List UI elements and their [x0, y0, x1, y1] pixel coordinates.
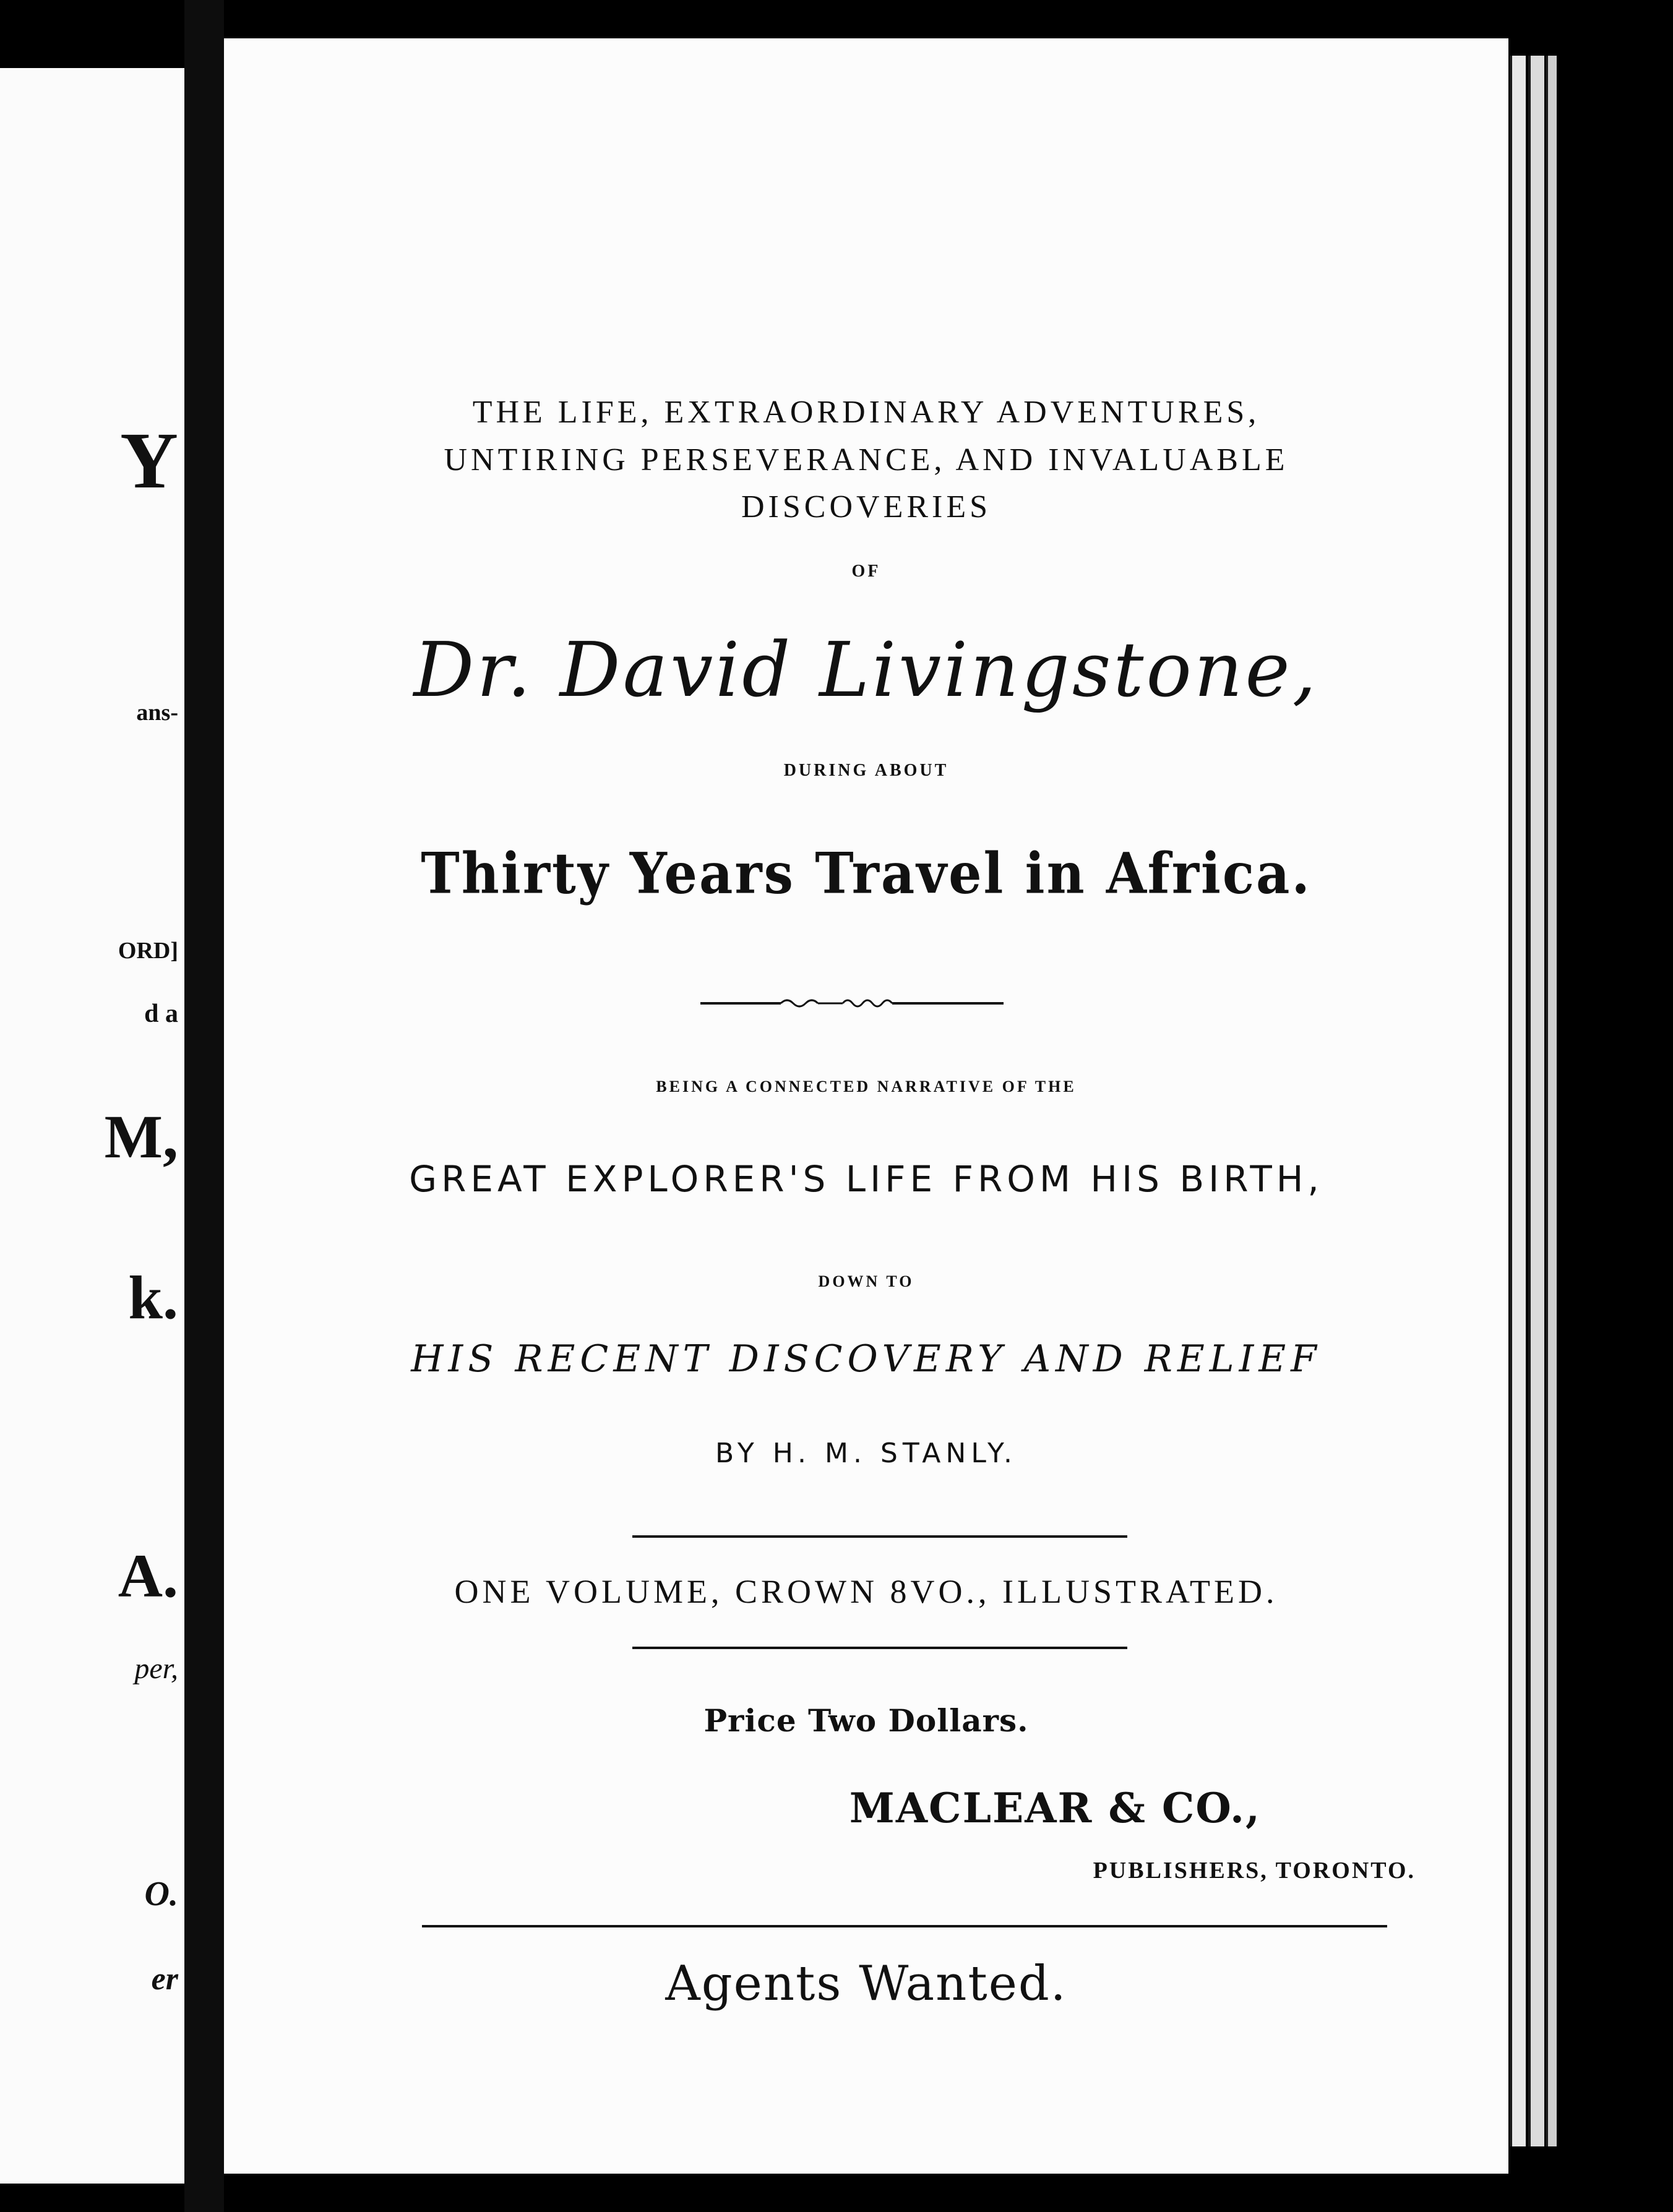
of-word: OF [851, 562, 881, 581]
divider-rule [632, 1535, 1127, 1538]
heading-line-2: UNTIRING PERSEVERANCE, AND INVALUABLE [444, 442, 1289, 478]
left-fragment: d a [144, 1000, 178, 1028]
title-page [224, 38, 1508, 2174]
travel-title: Thirty Years Travel in Africa. [421, 840, 1312, 906]
left-fragment: A. [118, 1541, 178, 1610]
subject-name: Dr. David Livingstone, [413, 626, 1319, 714]
left-fragment: ORD] [118, 938, 178, 964]
left-fragment: ans- [136, 700, 178, 726]
explorer-line: GREAT EXPLORER'S LIFE FROM HIS BIRTH, [409, 1158, 1323, 1200]
left-fragment: per, [134, 1652, 178, 1685]
left-fragment: M, [104, 1102, 178, 1171]
publisher-name: MACLEAR & CO., [849, 1784, 1261, 1832]
heading-line-3: DISCOVERIES [741, 489, 992, 525]
narrative-line: BEING A CONNECTED NARRATIVE OF THE [656, 1078, 1077, 1095]
left-fragment: k. [128, 1263, 178, 1332]
recent-discovery-line: HIS RECENT DISCOVERY AND RELIEF [411, 1337, 1322, 1381]
left-page-strip [0, 68, 184, 2184]
page-edge [1510, 56, 1526, 2146]
volume-line: ONE VOLUME, CROWN 8VO., ILLUSTRATED. [454, 1573, 1278, 1610]
left-fragment: er [151, 1961, 178, 1997]
page-edge [1546, 56, 1557, 2146]
during-about: DURING ABOUT [783, 761, 949, 780]
ornamental-rule [700, 994, 1004, 1013]
left-fragment: O. [144, 1875, 178, 1913]
agents-wanted: Agents Wanted. [665, 1956, 1067, 2012]
down-to: DOWN TO [818, 1272, 914, 1290]
stanly-line: BY H. M. STANLY. [715, 1438, 1017, 1469]
divider-rule [422, 1925, 1387, 1927]
book-gutter [184, 0, 224, 2212]
page-edge [1528, 56, 1544, 2146]
divider-rule [632, 1647, 1127, 1649]
price-line: Price Two Dollars. [703, 1702, 1029, 1739]
publisher-location: PUBLISHERS, TORONTO. [1093, 1858, 1416, 1884]
heading-line-1: THE LIFE, EXTRAORDINARY ADVENTURES, [472, 395, 1260, 430]
left-fragment: Y [120, 416, 178, 505]
